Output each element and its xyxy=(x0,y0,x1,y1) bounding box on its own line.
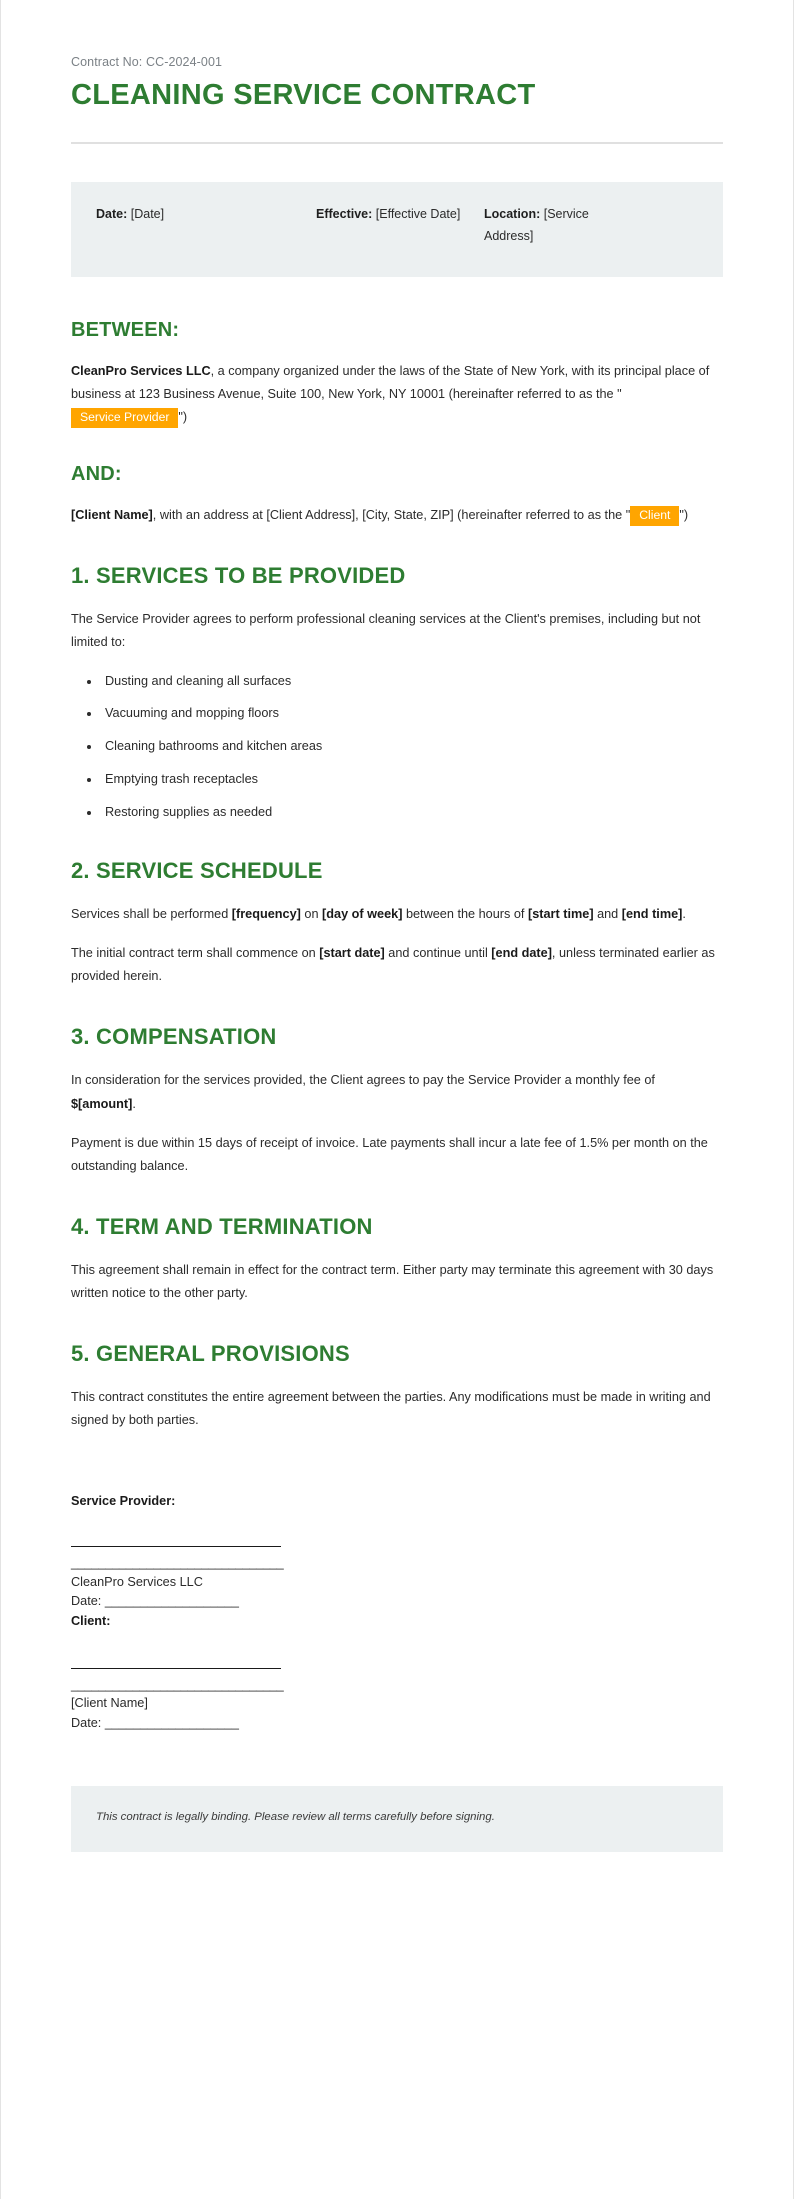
meta-field-effective xyxy=(316,204,484,225)
schedule-text-c: between the hours of xyxy=(402,907,528,922)
signature-client-name: [Client Name] xyxy=(71,1696,148,1711)
section-schedule xyxy=(71,858,723,988)
party-block-client xyxy=(71,463,723,527)
compensation-text-b: . xyxy=(132,1096,136,1111)
client-text-after: ") xyxy=(679,508,689,523)
section-term-termination xyxy=(71,1214,723,1305)
schedule-frequency-placeholder: [frequency] xyxy=(231,907,301,922)
provider-name: CleanPro Services LLC xyxy=(71,363,211,378)
term-start-date-placeholder: [start date] xyxy=(319,946,385,961)
badge-client: Client xyxy=(630,506,679,526)
term-text-a: The initial contract term shall commence on xyxy=(71,946,320,961)
section-compensation xyxy=(71,1024,723,1177)
term-text-c: , unless terminated earlier as provided herein. xyxy=(71,946,715,984)
client-text-before: , with an address at [Client Address], [City, State, ZIP] (hereinafter referred to as the " xyxy=(152,508,631,523)
signature-client-line xyxy=(71,1668,281,1669)
services-list xyxy=(71,671,723,823)
term-text-b: and continue until xyxy=(384,946,492,961)
compensation-amount-placeholder: $[amount] xyxy=(71,1096,133,1111)
schedule-text-d: and xyxy=(593,907,622,922)
and-heading: AND: xyxy=(71,463,122,486)
section-1-intro: The Service Provider agrees to perform professional cleaning services at the Client's premises, including but not limited to: xyxy=(71,612,701,650)
signature-block-client xyxy=(71,1614,723,1734)
meta-field-date xyxy=(96,204,316,225)
section-4-paragraph-1: This agreement shall remain in effect for the contract term. Either party may terminate this agreement with 30 days written notice to the other party. xyxy=(71,1262,714,1300)
provider-text-after: ") xyxy=(178,410,188,425)
schedule-text-b: on xyxy=(300,907,323,922)
meta-location-label: Location: xyxy=(484,207,541,222)
list-item: • Emptying trash receptacles xyxy=(101,769,723,789)
badge-service-provider: Service Provider xyxy=(71,408,178,428)
legal-notice-text: This contract is legally binding. Please review all terms carefully before signing. xyxy=(96,1810,495,1823)
signature-provider-date: Date: ___________________ xyxy=(71,1594,239,1609)
signature-provider-name: CleanPro Services LLC xyxy=(71,1574,203,1589)
term-end-date-placeholder: [end date] xyxy=(491,946,552,961)
list-item: • Vacuuming and mopping floors xyxy=(101,703,723,723)
section-3-paragraph-1 xyxy=(71,1069,723,1115)
meta-date-value: [Date] xyxy=(130,207,165,222)
schedule-text-a: Services shall be performed xyxy=(71,907,232,922)
meta-location-value: [Service Address] xyxy=(484,207,589,243)
document-header xyxy=(71,55,723,112)
section-3-paragraph-2: Payment is due within 15 days of receipt of invoice. Late payments shall incur a late fee of 1.5% per month on the outstanding balance. xyxy=(71,1135,708,1173)
contract-number: Contract No: CC-2024-001 xyxy=(71,55,223,69)
legal-notice-box xyxy=(71,1786,723,1852)
schedule-start-time-placeholder: [start time] xyxy=(527,907,594,922)
signature-area xyxy=(71,1494,723,1734)
schedule-end-time-placeholder: [end time] xyxy=(621,907,683,922)
section-5-paragraph-1: This contract constitutes the entire agreement between the parties. Any modifications must be made in writing and signed by both parties. xyxy=(71,1390,711,1428)
list-item: • Cleaning bathrooms and kitchen areas xyxy=(101,736,723,756)
list-item: • Restoring supplies as needed xyxy=(101,802,723,822)
signature-provider-role-label: Service Provider: xyxy=(71,1494,176,1509)
compensation-text-a: In consideration for the services provided, the Client agrees to pay the Service Provider a monthly fee of xyxy=(71,1073,655,1088)
schedule-day-placeholder: [day of week] xyxy=(322,907,403,922)
section-2-paragraph-2 xyxy=(71,942,723,988)
signature-client-underscore-line: _______________________________ xyxy=(71,1678,284,1693)
signature-provider-line xyxy=(71,1546,281,1547)
header-divider xyxy=(71,142,723,144)
list-item: • Dusting and cleaning all surfaces xyxy=(101,671,723,691)
section-1-heading: 1. SERVICES TO BE PROVIDED xyxy=(71,563,406,589)
signature-block-provider xyxy=(71,1494,723,1612)
page-title: CLEANING SERVICE CONTRACT xyxy=(71,79,536,111)
meta-date-label: Date: xyxy=(96,207,128,222)
section-5-heading: 5. GENERAL PROVISIONS xyxy=(71,1341,350,1367)
client-name: [Client Name] xyxy=(71,508,153,523)
signature-client-role-label: Client: xyxy=(71,1614,111,1629)
section-services xyxy=(71,563,723,822)
signature-client-date: Date: ___________________ xyxy=(71,1716,239,1731)
between-heading: BETWEEN: xyxy=(71,318,180,341)
schedule-text-e: . xyxy=(682,907,686,922)
provider-text-before: , a company organized under the laws of the State of New York, with its principal place of business at 123 Business Avenue, Suite 100, New York, NY 10001 (hereinafter referred to as the " xyxy=(71,363,710,401)
section-4-heading: 4. TERM AND TERMINATION xyxy=(71,1213,373,1239)
section-3-heading: 3. COMPENSATION xyxy=(71,1024,277,1050)
provider-paragraph xyxy=(71,360,723,429)
document-content xyxy=(1,0,793,1852)
party-block-provider xyxy=(71,319,723,429)
meta-effective-label: Effective: xyxy=(316,207,373,222)
signature-provider-underscore-line: _______________________________ xyxy=(71,1556,284,1571)
contract-meta-box xyxy=(71,182,723,277)
section-2-heading: 2. SERVICE SCHEDULE xyxy=(71,858,323,884)
section-general-provisions xyxy=(71,1341,723,1432)
client-paragraph xyxy=(71,504,723,527)
meta-field-location xyxy=(484,204,604,247)
meta-effective-value: [Effective Date] xyxy=(375,207,461,222)
section-2-paragraph-1 xyxy=(71,903,723,926)
